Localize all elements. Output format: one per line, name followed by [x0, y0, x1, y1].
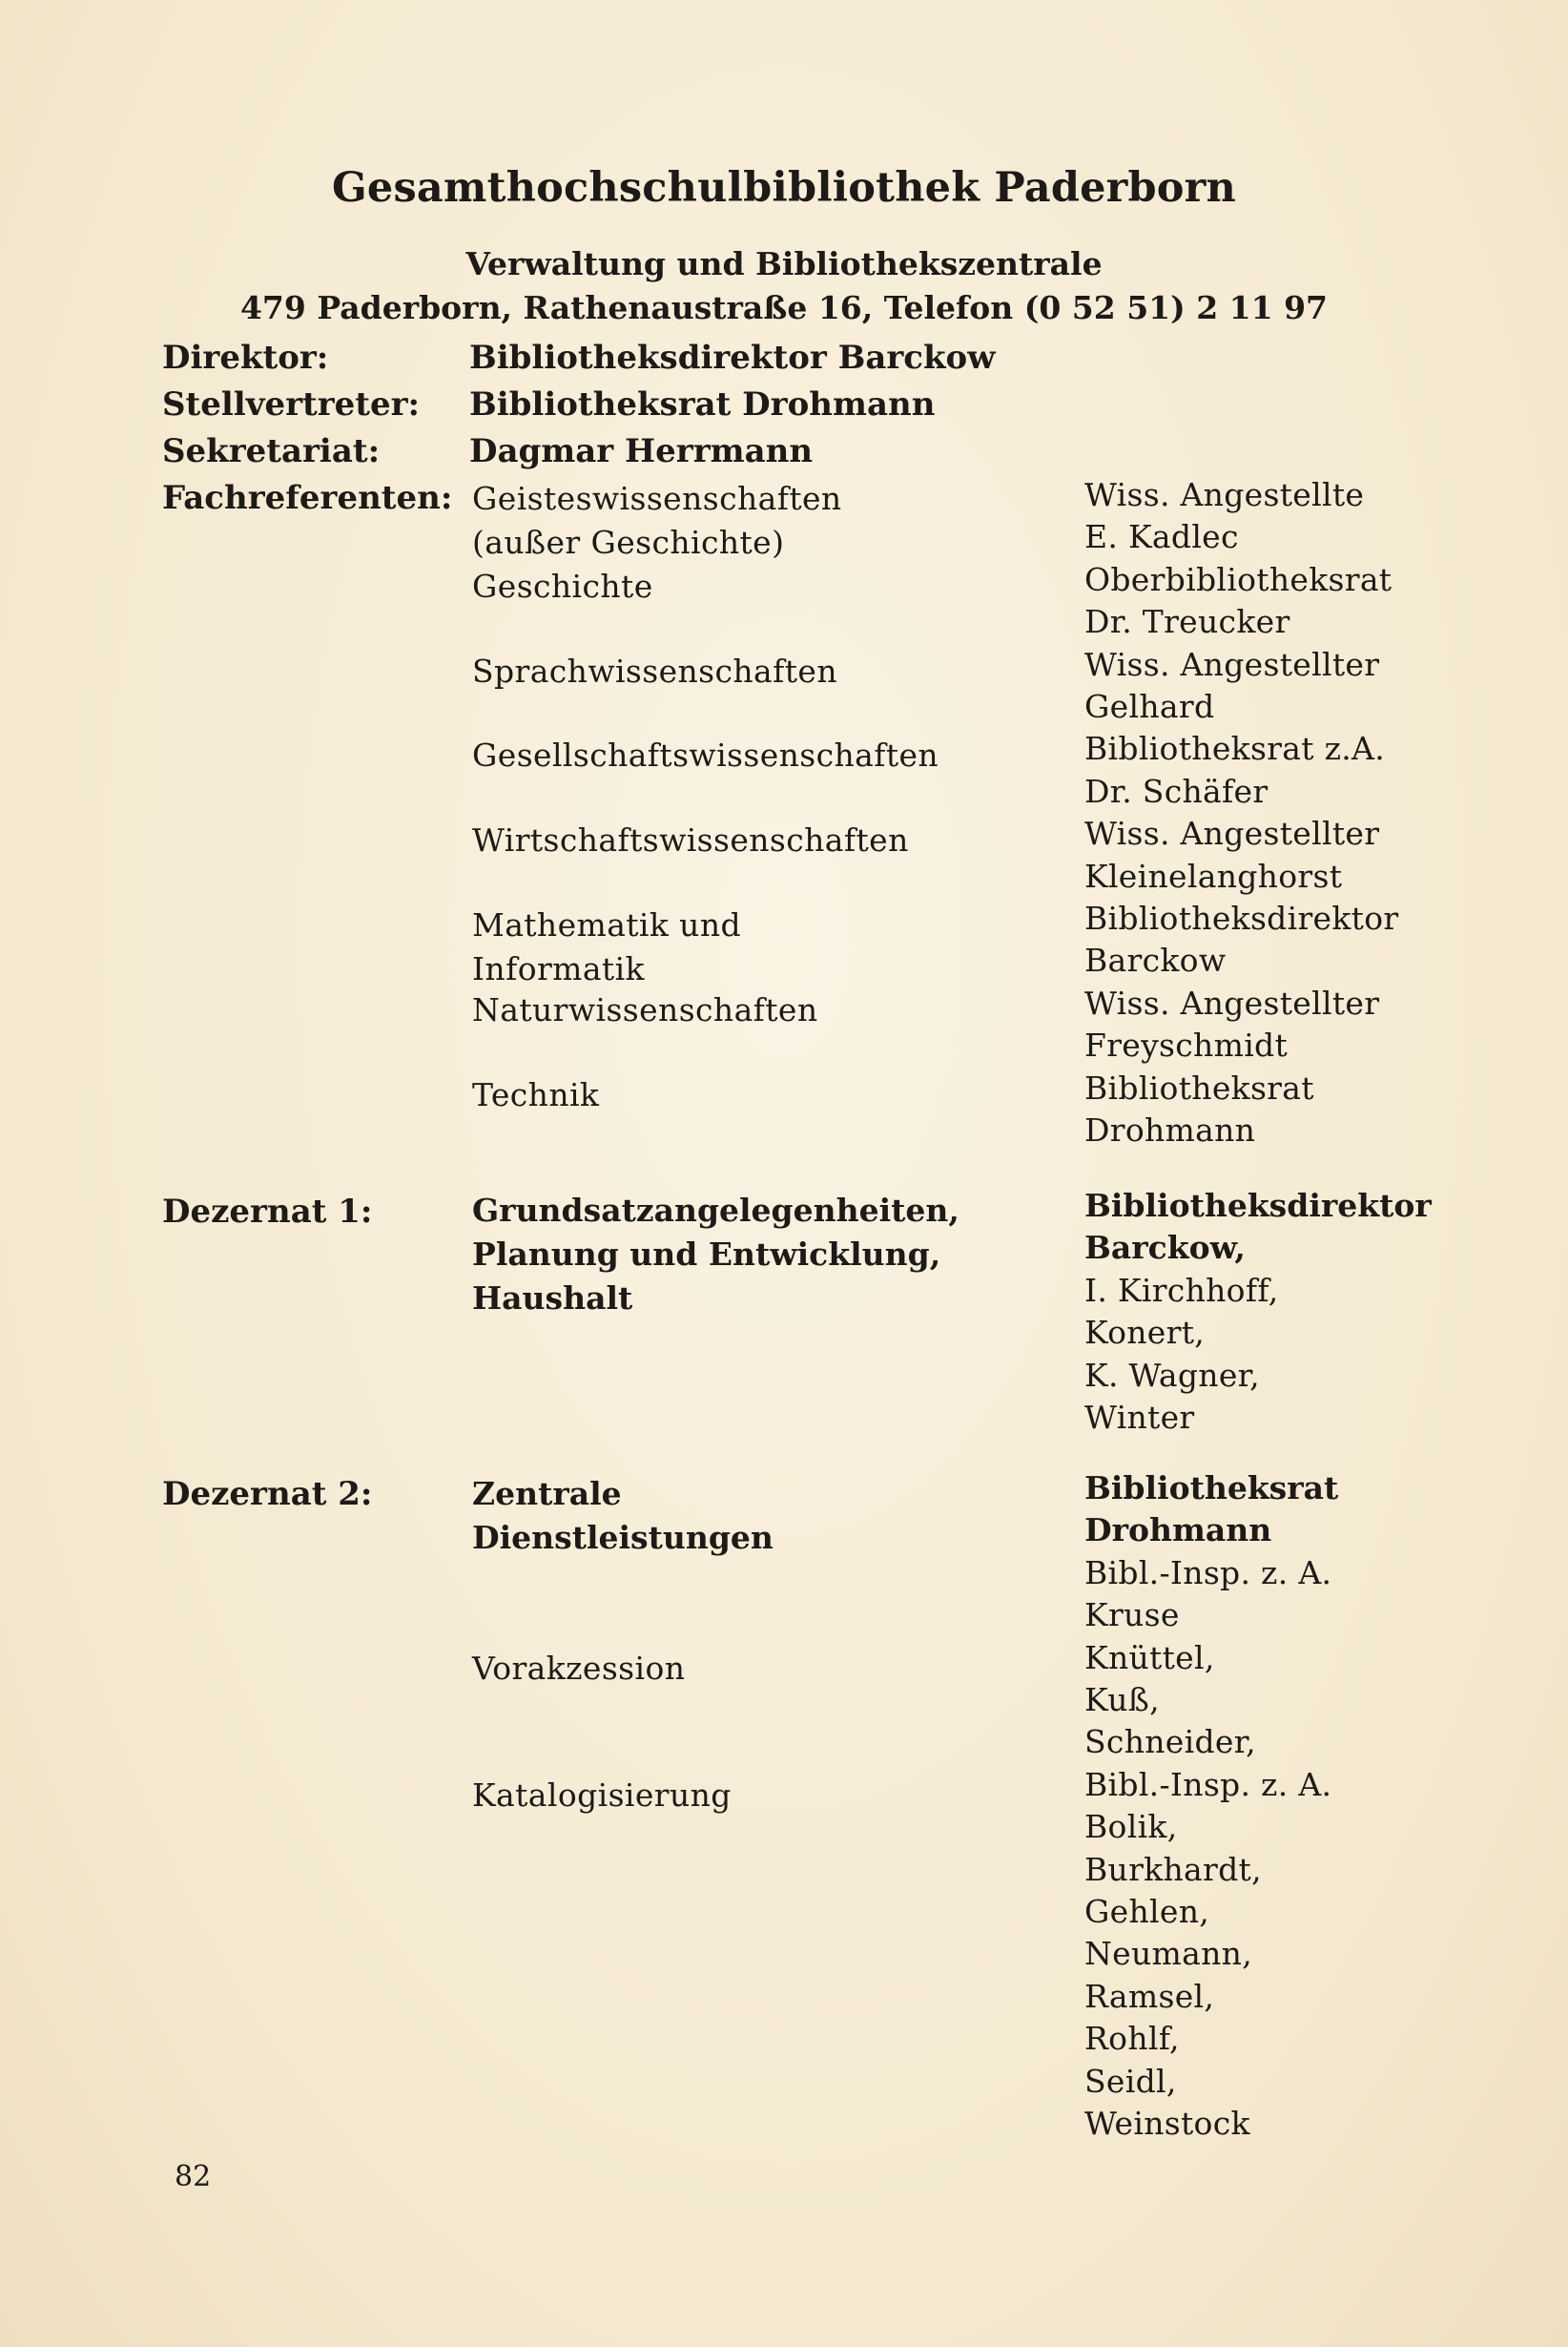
- person-line: Bibliotheksrat: [1084, 1069, 1314, 1107]
- person-line: Wiss. Angestellte: [1084, 476, 1365, 513]
- subject-vorakzession: Vorakzession: [472, 1650, 686, 1687]
- subject-naturwissenschaften: Naturwissenschaften: [472, 991, 818, 1028]
- person-line: Kuß,: [1084, 1681, 1160, 1719]
- person-line: Dr. Schäfer: [1084, 772, 1269, 810]
- person-line: Bolik,: [1084, 1808, 1178, 1846]
- task-line: Planung und Entwicklung,: [472, 1236, 941, 1273]
- stellvertreter-value: Bibliotheksrat Drohmann: [469, 385, 936, 424]
- fachreferenten-label: Fachreferenten:: [162, 479, 453, 517]
- person-line: Gelhard: [1084, 688, 1215, 726]
- person-line: Drohmann: [1084, 1111, 1256, 1150]
- person-line: Burkhardt,: [1084, 1850, 1262, 1888]
- address: 479 Paderborn, Rathenaustraße 16, Telefon (0 52 51) 2 11 97: [239, 289, 1329, 326]
- task-line: Dienstleistungen: [472, 1519, 774, 1556]
- head-line: Bibliotheksdirektor: [1084, 1187, 1432, 1224]
- person-line: K. Wagner,: [1084, 1356, 1260, 1394]
- person-line: I. Kirchhoff,: [1084, 1271, 1279, 1309]
- dezernat2-persons: [1084, 1467, 1338, 2146]
- dezernat1-label: Dezernat 1:: [162, 1193, 373, 1231]
- person-line: Neumann,: [1084, 1935, 1253, 1973]
- person-line: Gehlen,: [1084, 1893, 1210, 1931]
- subject-katalogisierung: Katalogisierung: [472, 1776, 732, 1814]
- subject-geschichte: Geschichte: [472, 568, 653, 605]
- person-line: Bibl.-Insp. z. A.: [1084, 1553, 1332, 1591]
- person-line: Schneider,: [1084, 1723, 1256, 1761]
- person-line: Ramsel,: [1084, 1977, 1215, 2015]
- person-line: Kleinelanghorst: [1084, 857, 1343, 895]
- head-line: Barckow,: [1084, 1229, 1246, 1267]
- task-line: Zentrale: [472, 1475, 622, 1512]
- subject-line: Mathematik und: [472, 906, 742, 944]
- fachreferenten-persons: [1084, 474, 1398, 1153]
- person-line: Wiss. Angestellter: [1084, 815, 1380, 853]
- task-line: Grundsatzangelegenheiten,: [472, 1192, 959, 1229]
- head-line: Drohmann: [1084, 1511, 1272, 1549]
- person-line: Dr. Treucker: [1084, 603, 1290, 641]
- person-line: Weinstock: [1084, 2105, 1250, 2143]
- stellvertreter-label: Stellvertreter:: [162, 385, 421, 424]
- dezernat1-persons: [1084, 1185, 1432, 1439]
- task-line: Haushalt: [472, 1279, 633, 1317]
- dezernat2-label: Dezernat 2:: [162, 1475, 373, 1513]
- subject-mathematik: [472, 903, 741, 991]
- sekretariat-label: Sekretariat:: [162, 432, 381, 470]
- subject-geisteswissenschaften: [472, 477, 842, 565]
- dezernat2-tasks: [472, 1472, 774, 1560]
- person-line: Seidl,: [1084, 2062, 1177, 2100]
- subject-line: Informatik: [472, 950, 645, 987]
- person-line: Barckow: [1084, 942, 1227, 980]
- person-line: Knüttel,: [1084, 1638, 1215, 1676]
- page-number: 82: [175, 2160, 212, 2193]
- head-line: Bibliotheksrat: [1084, 1469, 1339, 1506]
- subject-line: (außer Geschichte): [472, 524, 785, 561]
- subject-technik: Technik: [472, 1076, 600, 1113]
- person-line: Wiss. Angestellter: [1084, 645, 1380, 683]
- person-line: Konert,: [1084, 1314, 1206, 1352]
- person-line: Bibl.-Insp. z. A.: [1084, 1765, 1332, 1803]
- subject-sprachwissenschaften: Sprachwissenschaften: [472, 653, 837, 690]
- person-line: Rohlf,: [1084, 2020, 1180, 2058]
- person-line: Bibliotheksdirektor: [1084, 900, 1399, 938]
- person-line: Freyschmidt: [1084, 1027, 1289, 1065]
- person-line: E. Kadlec: [1084, 518, 1239, 556]
- page-title: Gesamthochschulbibliothek Paderborn: [331, 164, 1236, 212]
- person-line: Kruse: [1084, 1596, 1180, 1634]
- direktor-value: Bibliotheksdirektor Barckow: [469, 339, 996, 377]
- person-line: Bibliotheksrat z.A.: [1084, 730, 1385, 768]
- dezernat1-tasks: [472, 1189, 959, 1320]
- sekretariat-value: Dagmar Herrmann: [469, 432, 814, 470]
- subject-wirtschaftswissenschaften: Wirtschaftswissenschaften: [472, 821, 909, 859]
- person-line: Oberbibliotheksrat: [1084, 560, 1393, 598]
- subtitle: Verwaltung und Bibliothekszentrale: [465, 245, 1103, 282]
- subject-gesellschaftswissenschaften: Gesellschaftswissenschaften: [472, 737, 939, 774]
- person-line: Winter: [1084, 1399, 1195, 1437]
- direktor-label: Direktor:: [162, 339, 329, 377]
- person-line: Wiss. Angestellter: [1084, 984, 1380, 1022]
- subject-line: Geisteswissenschaften: [472, 480, 842, 517]
